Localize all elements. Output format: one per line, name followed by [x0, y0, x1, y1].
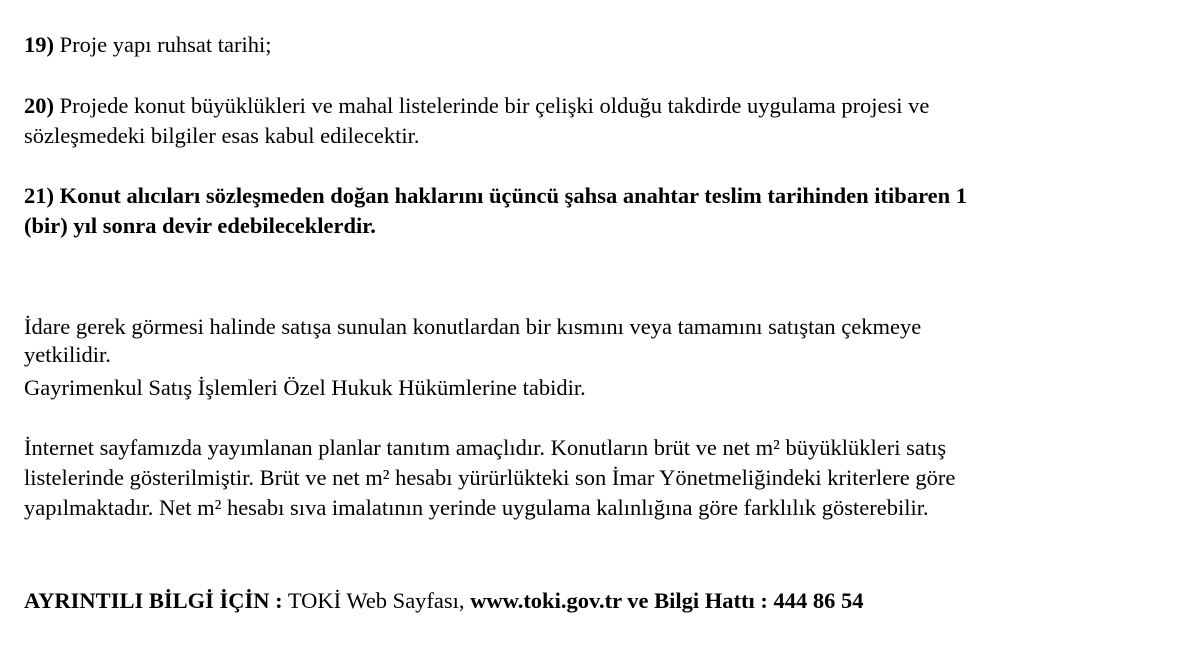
contact-info — [24, 587, 864, 615]
item-20-line-2: sözleşmedeki bilgiler esas kabul edilecektir. — [24, 123, 420, 148]
item-text: Projede konut büyüklükleri ve mahal listelerinde bir çelişki olduğu takdirde uygulama projesi ve — [59, 93, 930, 118]
item-21-line-1: 21) Konut alıcıları sözleşmeden doğan haklarını üçüncü şahsa anahtar teslim tarihinden itibaren 1 — [24, 183, 968, 208]
website-link[interactable]: www.toki.gov.tr — [470, 588, 622, 613]
internet-note-line-3: yapılmaktadır. Net m² hesabı sıva imalatının yerinde uygulama kalınlığına göre farklılık gösterebilir. — [24, 495, 929, 520]
item-20-line-1 — [24, 92, 929, 120]
item-19 — [24, 31, 271, 59]
law-note: Gayrimenkul Satış İşlemleri Özel Hukuk Hükümlerine tabidir. — [24, 375, 586, 400]
admin-note-line-1: İdare gerek görmesi halinde satışa sunulan konutlardan bir kısmını veya tamamını satıştan çekmeye — [24, 314, 922, 339]
contact-connector: ve Bilgi Hattı : — [621, 588, 774, 613]
phone-number: 444 86 54 — [773, 588, 864, 613]
item-number: 19) — [24, 32, 54, 57]
contact-text: TOKİ Web Sayfası, — [282, 588, 471, 613]
admin-note-line-2: yetkilidir. — [24, 342, 111, 367]
item-text: Proje yapı ruhsat tarihi; — [59, 32, 272, 57]
internet-note-line-2: listelerinde gösterilmiştir. Brüt ve net m² hesabı yürürlükteki son İmar Yönetmeliğindeki kriterlere göre — [24, 465, 956, 490]
item-number: 20) — [24, 93, 54, 118]
item-21-line-2: (bir) yıl sonra devir edebileceklerdir. — [24, 213, 376, 238]
contact-label: AYRINTILI BİLGİ İÇİN : — [24, 588, 283, 613]
internet-note-line-1: İnternet sayfamızda yayımlanan planlar tanıtım amaçlıdır. Konutların brüt ve net m² büyüklükleri satış — [24, 435, 947, 460]
